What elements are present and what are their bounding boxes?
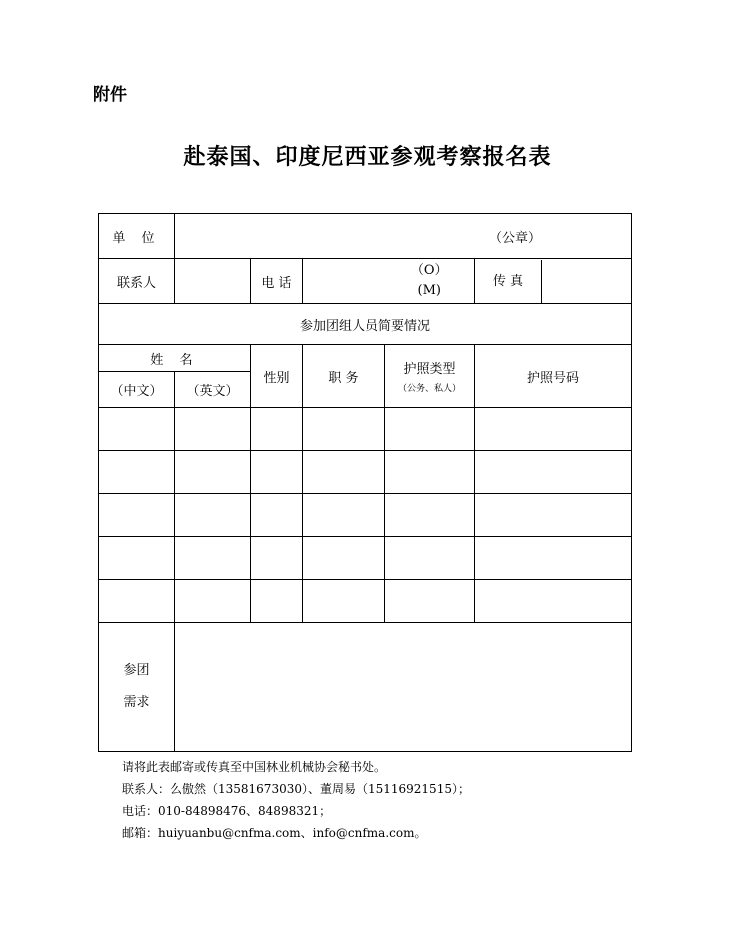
- phone-mobile-label: (M): [417, 283, 441, 298]
- passport-type-label: 护照类型: [403, 362, 456, 377]
- unit-field[interactable]: [175, 214, 632, 259]
- note-line-phone: 电话：010-84898476、84898321；: [122, 804, 332, 818]
- passport-type-cell[interactable]: [385, 494, 475, 537]
- name-cn-cell[interactable]: [99, 494, 175, 537]
- note-line-email: 邮箱：huiyuanbu@cnfma.com、info@cnfma.com。: [122, 826, 427, 840]
- passport-number-cell[interactable]: [475, 580, 632, 623]
- gender-cell[interactable]: [251, 537, 303, 580]
- passport-number-cell[interactable]: [475, 494, 632, 537]
- section-title: 参加团组人员简要情况: [99, 304, 632, 345]
- gender-cell[interactable]: [251, 408, 303, 451]
- table-row: [99, 408, 632, 451]
- passport-number-cell[interactable]: [475, 408, 632, 451]
- table-row: [99, 537, 632, 580]
- position-cell[interactable]: [303, 580, 385, 623]
- name-en-cell[interactable]: [175, 537, 251, 580]
- submission-notes: [122, 756, 470, 844]
- attachment-label: 附件: [93, 85, 127, 105]
- table-row: [99, 494, 632, 537]
- name-en-cell[interactable]: [175, 494, 251, 537]
- registration-form: [98, 213, 632, 752]
- seal-note: （公章）: [489, 230, 542, 246]
- note-line-contacts: 联系人：么傲然（13581673030）、董周易（15116921515）；: [122, 782, 470, 796]
- passport-type-cell[interactable]: [385, 580, 475, 623]
- phone-field[interactable]: [303, 259, 475, 304]
- needs-label: [99, 623, 175, 752]
- passport-type-header: [385, 345, 475, 408]
- gender-header: 性别: [251, 345, 303, 408]
- unit-label: 单 位: [99, 214, 175, 259]
- contact-label: 联系人: [99, 259, 175, 304]
- fax-label: 传 真: [475, 260, 542, 303]
- name-cn-cell[interactable]: [99, 451, 175, 494]
- passport-type-cell[interactable]: [385, 451, 475, 494]
- position-cell[interactable]: [303, 494, 385, 537]
- name-en-cell[interactable]: [175, 580, 251, 623]
- position-cell[interactable]: [303, 537, 385, 580]
- position-header: 职 务: [303, 345, 385, 408]
- name-en-cell[interactable]: [175, 451, 251, 494]
- gender-cell[interactable]: [251, 494, 303, 537]
- needs-label-line1: 参团: [123, 663, 150, 678]
- passport-type-note: （公务、私人）: [397, 384, 461, 394]
- name-header: 姓 名: [99, 345, 251, 372]
- contact-field[interactable]: [175, 259, 251, 304]
- name-cn-header: （中文）: [99, 372, 175, 408]
- passport-number-cell[interactable]: [475, 451, 632, 494]
- note-line-submit: 请将此表邮寄或传真至中国林业机械协会秘书处。: [122, 760, 387, 774]
- passport-number-header: 护照号码: [475, 345, 632, 408]
- passport-number-cell[interactable]: [475, 537, 632, 580]
- passport-type-cell[interactable]: [385, 408, 475, 451]
- needs-label-line2: 需求: [123, 695, 150, 710]
- name-cn-cell[interactable]: [99, 408, 175, 451]
- passport-type-cell[interactable]: [385, 537, 475, 580]
- name-cn-cell[interactable]: [99, 580, 175, 623]
- name-en-cell[interactable]: [175, 408, 251, 451]
- fax-cell[interactable]: [475, 259, 632, 304]
- form-title: 赴泰国、印度尼西亚参观考察报名表: [183, 144, 552, 170]
- gender-cell[interactable]: [251, 451, 303, 494]
- gender-cell[interactable]: [251, 580, 303, 623]
- fax-field[interactable]: [542, 260, 631, 303]
- position-cell[interactable]: [303, 408, 385, 451]
- name-en-header: （英文）: [175, 372, 251, 408]
- phone-label: 电 话: [251, 259, 303, 304]
- needs-field[interactable]: [175, 623, 632, 752]
- position-cell[interactable]: [303, 451, 385, 494]
- table-row: [99, 580, 632, 623]
- phone-office-label: （O）: [410, 263, 448, 278]
- name-cn-cell[interactable]: [99, 537, 175, 580]
- table-row: [99, 451, 632, 494]
